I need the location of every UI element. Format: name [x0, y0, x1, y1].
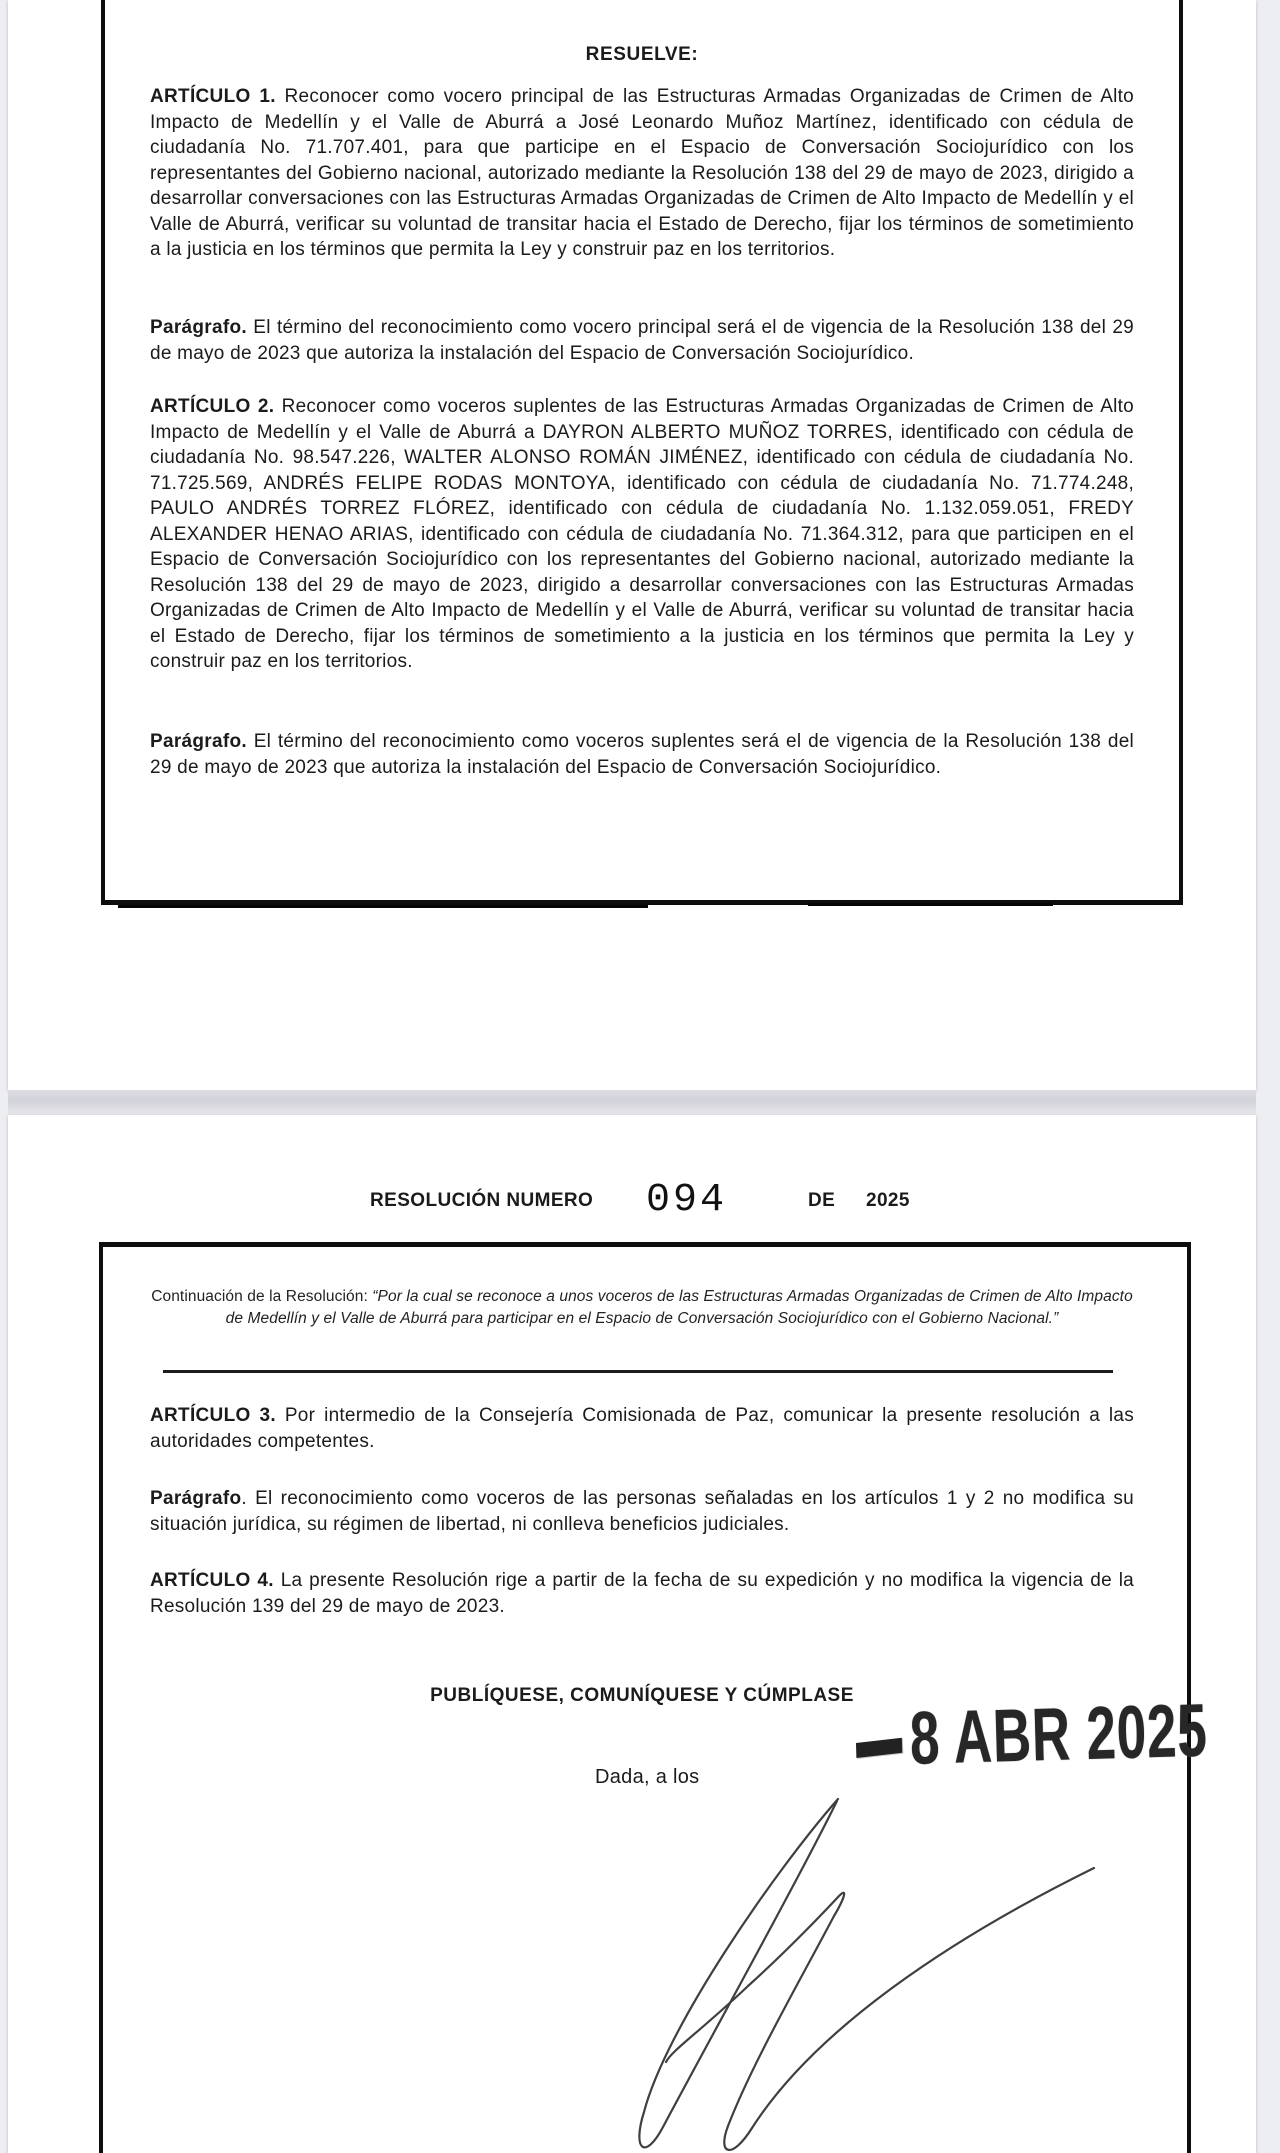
articulo-3-paragraph — [150, 1403, 1134, 1455]
stamp-dash-mark — [856, 1738, 902, 1758]
page-2 — [8, 1115, 1256, 2153]
articulo-4-text: La presente Resolución rige a partir de la fecha de su expedición y no modifica la vigencia de la Resolución 139 del 29 de mayo de 2023. — [150, 1570, 1134, 1617]
paragrafo-2-paragraph — [150, 729, 1134, 780]
continuation-note — [150, 1286, 1134, 1329]
resuelve-title: RESUELVE: — [585, 44, 699, 65]
articulo-1-text: Reconocer como vocero principal de las Estructuras Armadas Organizadas de Crimen de Alto Impacto de Medellín y el Valle de Aburrá a José Leonardo Muñoz Martínez, identificado con cédula de ciudadanía No. 71.707.401, para que participe en el Espacio de Conversación Sociojurídico con los representantes del Gobierno nacional, autorizado mediante la Resolución 138 del 29 de mayo de 2023, dirigido a desarrollar conversaciones con las Estructuras Armadas Organizadas de Crimen de Alto Impacto de Medellín y el Valle de Aburrá, verificar su voluntad de transitar hacia el Estado de Derecho, fijar los términos de sometimiento a la justicia en los términos que permita la Ley y construir paz en los territorios. — [150, 86, 1134, 260]
articulo-3-text: Por intermedio de la Consejería Comisionada de Paz, comunicar la presente resolución a las autoridades competentes. — [150, 1405, 1134, 1452]
paragrafo-1-text: El término del reconocimiento como vocero principal será el de vigencia de la Resolución 138 del 29 de mayo de 2023 que autoriza la instalación del Espacio de Conversación Sociojurídico. — [150, 317, 1134, 364]
paragrafo-1-paragraph — [150, 315, 1134, 366]
paragrafo-2-label: Parágrafo. — [150, 731, 247, 752]
resolution-number: 094 — [646, 1178, 728, 1223]
paragrafo-1-label: Parágrafo. — [150, 317, 247, 338]
resolution-year: 2025 — [866, 1190, 910, 1211]
continuation-prefix: Continuación de la Resolución: — [151, 1288, 373, 1305]
header-rule — [163, 1370, 1113, 1373]
scan-artifact-line — [808, 903, 1053, 906]
articulo-4-paragraph — [150, 1568, 1134, 1620]
resolution-header-label: RESOLUCIÓN NUMERO — [370, 1190, 594, 1211]
paragrafo-3-label: Parágrafo — [150, 1488, 242, 1509]
page-gap-shadow — [8, 1090, 1256, 1115]
articulo-1-label: ARTÍCULO 1. — [150, 86, 276, 107]
articulo-4-label: ARTÍCULO 4. — [150, 1570, 274, 1591]
continuation-quote: “Por la cual se reconoce a unos voceros de las Estructuras Armadas Organizadas de Crimen de Alto Impacto de Medellín y el Valle de Aburrá para participar en el Espacio de Conversación Sociojurídico con el Gobierno Nacional.” — [225, 1288, 1133, 1327]
paragrafo-3-text: . El reconocimiento como voceros de las personas señaladas en los artículos 1 y 2 no modifica su situación jurídica, su régimen de libertad, ni conlleva beneficios judiciales. — [150, 1488, 1134, 1535]
dada-line: Dada, a los — [595, 1766, 700, 1788]
articulo-3-label: ARTÍCULO 3. — [150, 1405, 276, 1426]
articulo-1-paragraph — [150, 84, 1134, 263]
paragrafo-3-paragraph — [150, 1486, 1134, 1538]
resolution-de-label: DE — [808, 1190, 836, 1211]
stamp-date-text: 8 ABR 2025 — [908, 1688, 1209, 1781]
page-1 — [8, 0, 1256, 1090]
paragrafo-2-text: El término del reconocimiento como voceros suplentes será el de vigencia de la Resolución 138 del 29 de mayo de 2023 que autoriza la instalación del Espacio de Conversación Sociojurídico. — [150, 731, 1134, 778]
date-stamp — [855, 1688, 1280, 1783]
scan-artifact-line — [118, 905, 648, 908]
articulo-2-text: Reconocer como voceros suplentes de las Estructuras Armadas Organizadas de Crimen de Alto Impacto de Medellín y el Valle de Aburrá a DAYRON ALBERTO MUÑOZ TORRES, identificado con cédula de ciudadanía No. 98.547.226, WALTER ALONSO ROMÁN JIMÉNEZ, identificado con cédula de ciudadanía No. 71.725.569, ANDRÉS FELIPE RODAS MONTOYA, identificado con cédula de ciudadanía No. 71.774.248, PAULO ANDRÉS TORREZ FLÓREZ, identificado con cédula de ciudadanía No. 1.132.059.051, FREDY ALEXANDER HENAO ARIAS, identificado con cédula de ciudadanía No. 71.364.312, para que participen en el Espacio de Conversación Sociojurídico con los representantes del Gobierno nacional, autorizado mediante la Resolución 138 del 29 de mayo de 2023, dirigido a desarrollar conversaciones con las Estructuras Armadas Organizadas de Crimen de Alto Impacto de Medellín y el Valle de Aburrá, verificar su voluntad de transitar hacia el Estado de Derecho, fijar los términos de sometimiento a la justicia en los términos que permita la Ley y construir paz en los territorios. — [150, 396, 1134, 672]
articulo-2-paragraph — [150, 394, 1134, 675]
publication-order-line: PUBLÍQUESE, COMUNÍQUESE Y CÚMPLASE — [430, 1685, 854, 1706]
articulo-2-label: ARTÍCULO 2. — [150, 396, 275, 417]
